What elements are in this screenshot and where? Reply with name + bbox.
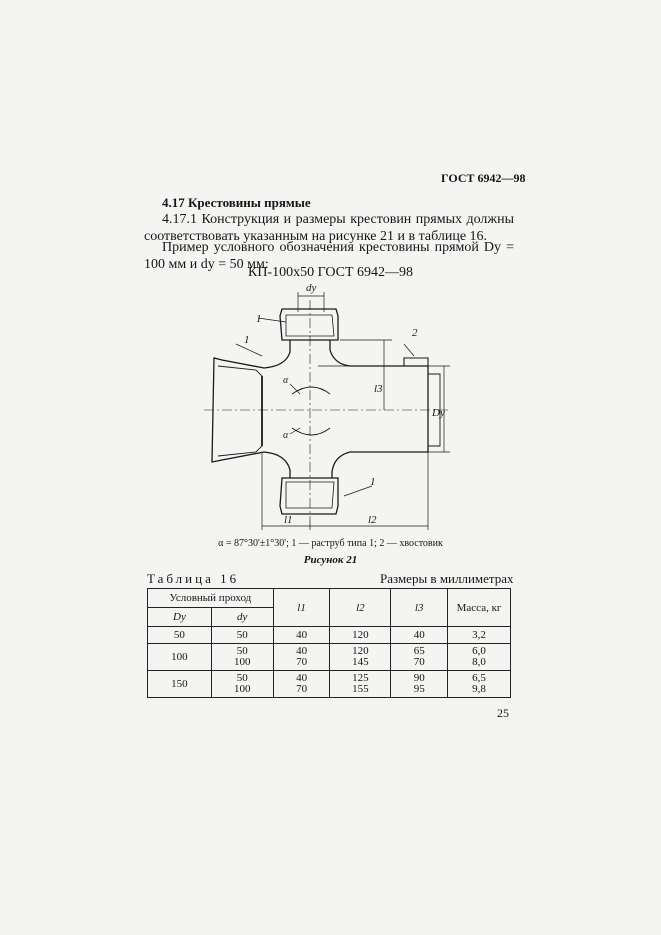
cell-l1: 40 70 bbox=[273, 671, 330, 698]
paragraph-construction: 4.17.1 Конструкция и размеры крестовин прямых должны соответствовать указанным на рисунке 21 и в таблице 16. bbox=[144, 212, 514, 244]
cell-l1: 40 70 bbox=[273, 644, 330, 671]
cell-dy: 50 bbox=[148, 627, 212, 644]
cross-fitting-drawing bbox=[200, 276, 460, 534]
header-l3: l3 bbox=[391, 589, 448, 627]
dimensions-table bbox=[147, 588, 511, 698]
table-row bbox=[148, 671, 511, 698]
dim-l1-label: l1 bbox=[284, 514, 293, 526]
units-label: Размеры в миллиметрах bbox=[380, 571, 514, 586]
cell-dy: 50 bbox=[211, 627, 273, 644]
cell-l3: 90 95 bbox=[391, 671, 448, 698]
standard-header: ГОСТ 6942—98 bbox=[441, 171, 526, 185]
header-dy: dу bbox=[211, 608, 273, 627]
cell-dy: 100 bbox=[148, 644, 212, 671]
cell-l1: 40 bbox=[273, 627, 330, 644]
callout-2: 2 bbox=[412, 327, 418, 339]
header-l2: l2 bbox=[330, 589, 391, 627]
cell-dy: 150 bbox=[148, 671, 212, 698]
figure-label: Рисунок 21 bbox=[303, 554, 358, 566]
table-row bbox=[148, 644, 511, 671]
figure-caption: α = 87°30'±1°30'; 1 — раструб типа 1; 2 — хвостовик bbox=[218, 538, 443, 549]
cell-l2: 120 145 bbox=[330, 644, 391, 671]
designation-example: КП-100х50 ГОСТ 6942—98 bbox=[247, 265, 414, 280]
cell-mass: 3,2 bbox=[448, 627, 511, 644]
page-number: 25 bbox=[497, 706, 509, 720]
table-label: Таблица 16 bbox=[147, 571, 240, 586]
table-row bbox=[148, 627, 511, 644]
alpha-label-top: α bbox=[283, 375, 289, 386]
dim-l3-label: l3 bbox=[374, 383, 383, 395]
alpha-label-bottom: α bbox=[283, 430, 289, 441]
callout-1-bottom: 1 bbox=[370, 476, 376, 488]
dim-dy-label: dу bbox=[306, 282, 317, 294]
cell-mass: 6,0 8,0 bbox=[448, 644, 511, 671]
table-body bbox=[148, 627, 511, 698]
section-title: 4.17 Крестовины прямые bbox=[162, 195, 311, 210]
header-mass: Масса, кг bbox=[448, 589, 511, 627]
dim-l2-label: l2 bbox=[368, 514, 377, 526]
header-Dy: Dу bbox=[148, 608, 212, 627]
dim-Dy-label: Dу bbox=[432, 407, 445, 419]
cell-mass: 6,5 9,8 bbox=[448, 671, 511, 698]
callout-1-top: 1 bbox=[256, 313, 262, 325]
cell-l3: 65 70 bbox=[391, 644, 448, 671]
header-l1: l1 bbox=[273, 589, 330, 627]
callout-1-left: 1 bbox=[244, 334, 250, 346]
cell-l2: 125 155 bbox=[330, 671, 391, 698]
cell-dy: 50 100 bbox=[211, 671, 273, 698]
cell-l3: 40 bbox=[391, 627, 448, 644]
cell-l2: 120 bbox=[330, 627, 391, 644]
header-nominal: Условный проход bbox=[148, 589, 274, 608]
cell-dy: 50 100 bbox=[211, 644, 273, 671]
paragraph-example: Пример условного обозначения крестовины прямой Dу = 100 мм и dу = 50 мм: bbox=[144, 240, 514, 272]
